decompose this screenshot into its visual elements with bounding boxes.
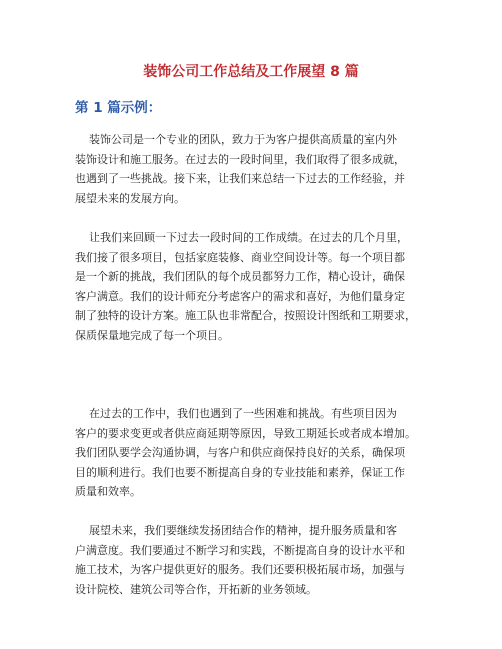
paragraph-line: 是一个新的挑战，我们团队的每个成员都努力工作，精心设计，确保 xyxy=(75,270,405,284)
paragraph-line: 装饰设计和施工服务。在过去的一段时间里，我们取得了很多成就， xyxy=(75,152,405,166)
paragraph-4 xyxy=(75,521,435,599)
document-title: 装饰公司工作总结及工作展望 8 篇 xyxy=(143,64,359,80)
paragraph-line: 质量和效率。 xyxy=(75,485,141,499)
paragraph-line: 保质保量地完成了每一个项目。 xyxy=(75,328,229,342)
section-heading: 第 1 篇示例： xyxy=(75,100,162,116)
paragraph-line: 我们团队要学会沟通协调，与客户和供应商保持良好的关系，确保项 xyxy=(75,446,405,460)
paragraph-line: 展望未来，我们要继续发扬团结合作的精神，提升服务质量和客 xyxy=(75,524,397,537)
paragraph-line: 在过去的工作中，我们也遇到了一些困难和挑战。有些项目因为 xyxy=(75,407,397,420)
paragraph-3 xyxy=(75,404,435,502)
paragraph-line: 客户的要求变更或者供应商延期等原因，导致工期延长或者成本增加。 xyxy=(75,426,416,440)
paragraph-line: 让我们来回顾一下过去一段时间的工作成绩。在过去的几个月里， xyxy=(75,231,408,244)
paragraph-line: 我们接了很多项目，包括家庭装修、商业空间设计等。每一个项目都 xyxy=(75,250,405,264)
paragraph-line: 施工技术，为客户提供更好的服务。我们还要积极拓展市场，加强与 xyxy=(75,563,405,577)
paragraph-line: 装饰公司是一个专业的团队，致力于为客户提供高质量的室内外 xyxy=(75,133,397,146)
paragraph-line: 目的顺利进行。我们也要不断提高自身的专业技能和素养，保证工作 xyxy=(75,465,405,479)
paragraph-line: 设计院校、建筑公司等合作，开拓新的业务领域。 xyxy=(75,582,317,596)
paragraph-line: 制了独特的设计方案。施工队也非常配合，按照设计图纸和工期要求， xyxy=(75,309,416,323)
paragraph-line: 户满意度。我们要通过不断学习和实践，不断提高自身的设计水平和 xyxy=(75,543,405,557)
paragraph-line: 客户满意。我们的设计师充分考虑客户的需求和喜好，为他们量身定 xyxy=(75,289,405,303)
paragraph-2 xyxy=(75,228,435,346)
paragraph-line: 展望未来的发展方向。 xyxy=(75,191,185,205)
paragraph-1 xyxy=(75,130,435,208)
paragraph-line: 也遇到了一些挑战。接下来，让我们来总结一下过去的工作经验，并 xyxy=(75,172,405,186)
